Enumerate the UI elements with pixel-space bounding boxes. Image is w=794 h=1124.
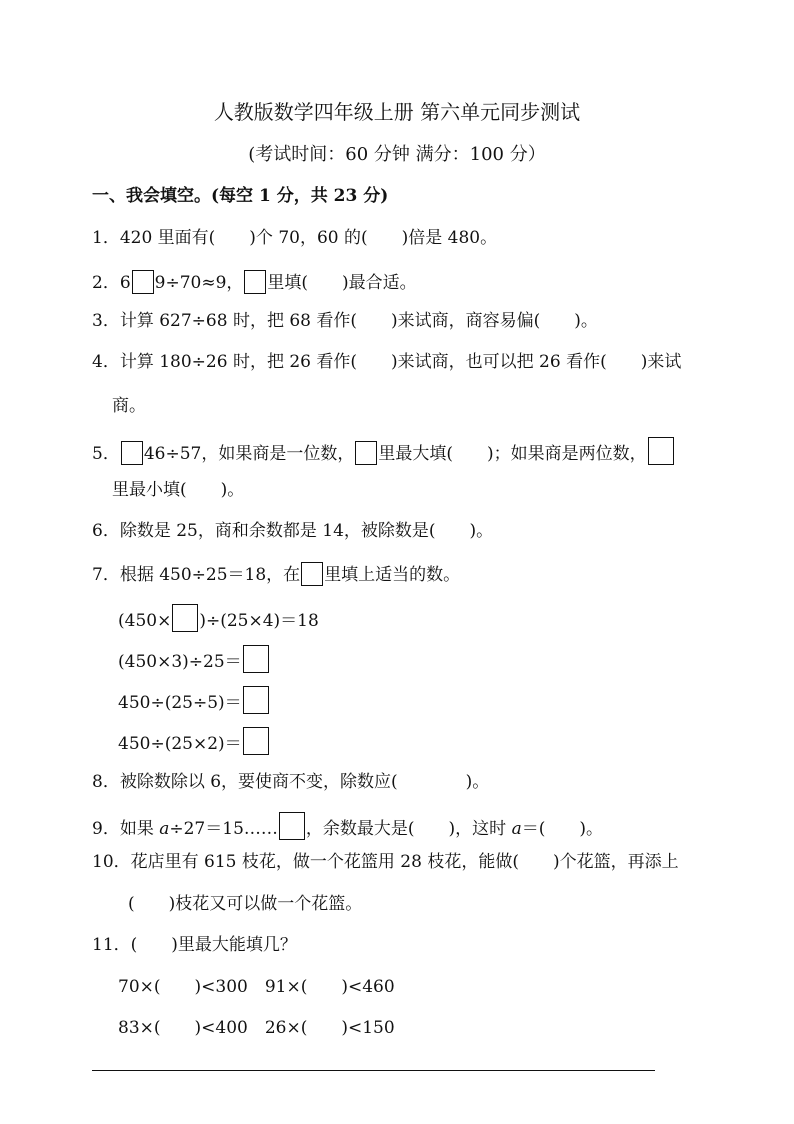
q7-r2: (450×3)÷25＝ [118, 652, 242, 672]
q2-mid: 9÷70≈9， [154, 273, 244, 293]
answer-box[interactable] [243, 645, 269, 673]
variable-a: a [159, 819, 170, 839]
question-8: 8．被除数除以 6，要使商不变，除数应( )。 [92, 772, 490, 792]
q7-row-4 [118, 727, 270, 756]
footer-divider [92, 1070, 655, 1071]
variable-a: a [511, 819, 522, 839]
question-10-line2: ( )枝花又可以做一个花篮。 [128, 894, 363, 914]
question-1: 1．420 里面有( )个 70，60 的( )倍是 480。 [92, 228, 498, 248]
q2-num: 2．6 [92, 273, 131, 293]
question-7 [92, 562, 460, 587]
question-5-line2: 里最小填( )。 [112, 480, 245, 500]
answer-box[interactable] [355, 441, 377, 465]
question-2 [92, 270, 417, 295]
question-3: 3．计算 627÷68 时，把 68 看作( )来试商，商容易偏( )。 [92, 311, 598, 331]
q5-num: 5． [92, 444, 120, 464]
answer-box[interactable] [121, 441, 143, 465]
question-4-line1: 4．计算 180÷26 时，把 26 看作( )来试商，也可以把 26 看作( )来试 [92, 352, 682, 372]
q7-r4: 450÷(25×2)＝ [118, 734, 242, 754]
q7-r1-a: (450× [118, 611, 172, 631]
q7-row-3 [118, 686, 270, 715]
q7-row-1 [118, 604, 319, 633]
q9-c: ，余数最大是( )，这时 [305, 819, 512, 839]
q7-r1-b: )÷(25×4)＝18 [199, 611, 319, 631]
q7-r3: 450÷(25÷5)＝ [118, 693, 242, 713]
answer-box[interactable] [648, 437, 674, 465]
q11-row-1: 70×( )<300 91×( )<460 [118, 977, 395, 997]
question-5 [92, 437, 675, 466]
answer-box[interactable] [243, 686, 269, 714]
section-heading: 一、我会填空。(每空 1 分，共 23 分) [92, 186, 389, 206]
q7-row-2 [118, 645, 270, 674]
question-4-line2: 商。 [112, 396, 146, 416]
q11-row-2: 83×( )<400 26×( )<150 [118, 1018, 395, 1038]
q7-stem-b: 里填上适当的数。 [324, 565, 461, 585]
answer-box[interactable] [132, 270, 154, 294]
exam-info: (考试时间：60 分钟 满分：100 分） [248, 144, 546, 165]
page-title: 人教版数学四年级上册 第六单元同步测试 [213, 100, 581, 124]
question-10-line1: 10．花店里有 615 枝花，做一个花篮用 28 枝花，能做( )个花篮，再添上 [92, 852, 679, 872]
answer-box[interactable] [172, 604, 198, 632]
q5-b: 里最大填( )；如果商是两位数， [378, 444, 647, 464]
q9-d: ＝( )。 [521, 819, 603, 839]
question-11: 11．( )里最大能填几？ [92, 935, 297, 955]
question-6: 6．除数是 25，商和余数都是 14，被除数是( )。 [92, 521, 494, 541]
q2-end: 里填( )最合适。 [267, 273, 417, 293]
q9-b: ÷27＝15…… [169, 819, 278, 839]
q9-a: 9．如果 [92, 819, 160, 839]
answer-box[interactable] [301, 562, 323, 586]
answer-box[interactable] [279, 812, 305, 840]
q5-a: 46÷57，如果商是一位数， [143, 444, 355, 464]
answer-box[interactable] [243, 727, 269, 755]
answer-box[interactable] [244, 270, 266, 294]
q7-stem-a: 7．根据 450÷25＝18，在 [92, 565, 301, 585]
question-9 [92, 812, 603, 841]
